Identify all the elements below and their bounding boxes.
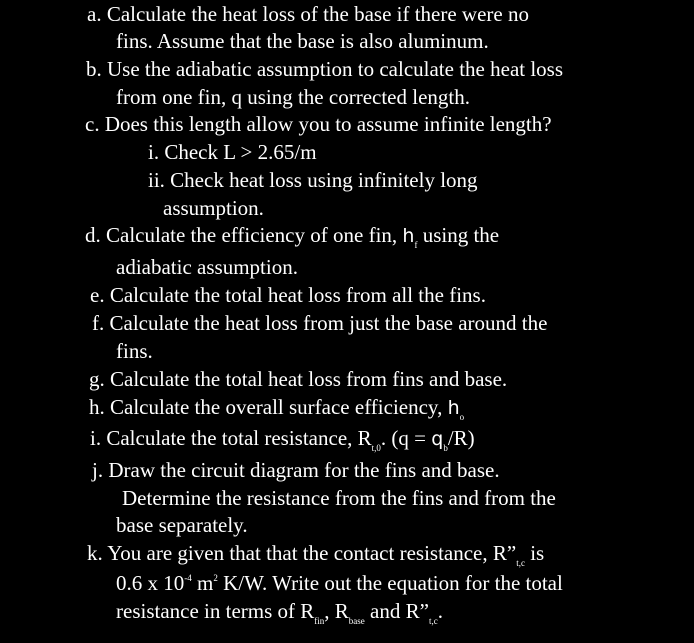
item-e: e. Calculate the total heat loss from all the fins. bbox=[90, 283, 486, 307]
item-k-text: and R” bbox=[364, 599, 429, 623]
eta-subscript: f bbox=[414, 240, 418, 250]
eta-subscript: o bbox=[459, 412, 465, 422]
item-k-text-end: . bbox=[437, 599, 443, 623]
fin-subscript: fin bbox=[314, 616, 325, 626]
item-c-ii-line-1: ii. Check heat loss using infinitely long bbox=[148, 168, 478, 192]
item-d-line-2: adiabatic assumption. bbox=[116, 255, 298, 279]
eta-symbol: h bbox=[402, 225, 415, 247]
item-a-line-1: a. Calculate the heat loss of the base if there were no bbox=[87, 2, 529, 26]
item-i-formula-end: /R) bbox=[447, 426, 475, 450]
unit-text: m bbox=[191, 571, 214, 595]
item-c: c. Does this length allow you to assume infinite length? bbox=[85, 112, 552, 136]
item-j-line-2: Determine the resistance from the fins and from the bbox=[122, 486, 556, 510]
base-subscript: base bbox=[348, 616, 365, 626]
item-k-text: k. You are given that that the contact resistance, R” bbox=[87, 541, 517, 565]
item-b-line-2: from one fin, q using the corrected length. bbox=[116, 85, 470, 109]
item-k-text: K/W. Write out the equation for the total bbox=[217, 571, 563, 595]
exponent: -4 bbox=[184, 573, 192, 583]
item-k-text: , R bbox=[324, 599, 349, 623]
item-c-i: i. Check L > 2.65/m bbox=[148, 140, 317, 164]
item-h-text: h. Calculate the overall surface efficiency, bbox=[89, 395, 448, 419]
item-c-ii-line-2: assumption. bbox=[163, 196, 264, 220]
heat-rate-symbol: q bbox=[431, 428, 444, 450]
heat-rate-subscript: b bbox=[443, 443, 448, 453]
item-k-line-2 bbox=[116, 570, 563, 596]
contact-resistance-value: 0.6 x 10 bbox=[116, 571, 185, 595]
item-d-line-1 bbox=[85, 222, 499, 249]
item-i-text: i. Calculate the total resistance, R bbox=[90, 426, 372, 450]
contact-resistance-subscript: t,c bbox=[516, 558, 525, 568]
item-i-formula: . (q = bbox=[380, 426, 432, 450]
item-j-line-3: base separately. bbox=[116, 513, 248, 537]
item-d-text-end: using the bbox=[417, 223, 500, 247]
item-k-line-3 bbox=[116, 598, 443, 624]
contact-subscript: t,c bbox=[428, 616, 438, 626]
item-k-text: resistance in terms of R bbox=[116, 599, 315, 623]
item-i bbox=[90, 425, 475, 452]
eta-symbol: h bbox=[447, 397, 460, 419]
item-k-line-1 bbox=[87, 540, 544, 566]
item-d-text: d. Calculate the efficiency of one fin, bbox=[85, 223, 403, 247]
item-f-line-1: f. Calculate the heat loss from just the base around the bbox=[92, 311, 548, 335]
item-j-line-1: j. Draw the circuit diagram for the fins and base. bbox=[92, 458, 500, 482]
item-b-line-1: b. Use the adiabatic assumption to calculate the heat loss bbox=[86, 57, 564, 81]
resistance-subscript: t,0 bbox=[371, 443, 381, 453]
exponent: 2 bbox=[213, 573, 218, 583]
item-k-text-end: is bbox=[524, 541, 545, 565]
item-g: g. Calculate the total heat loss from fins and base. bbox=[89, 367, 508, 391]
item-h bbox=[89, 394, 464, 421]
item-f-line-2: fins. bbox=[116, 339, 153, 363]
item-a-line-2: fins. Assume that the base is also aluminum. bbox=[116, 29, 489, 53]
